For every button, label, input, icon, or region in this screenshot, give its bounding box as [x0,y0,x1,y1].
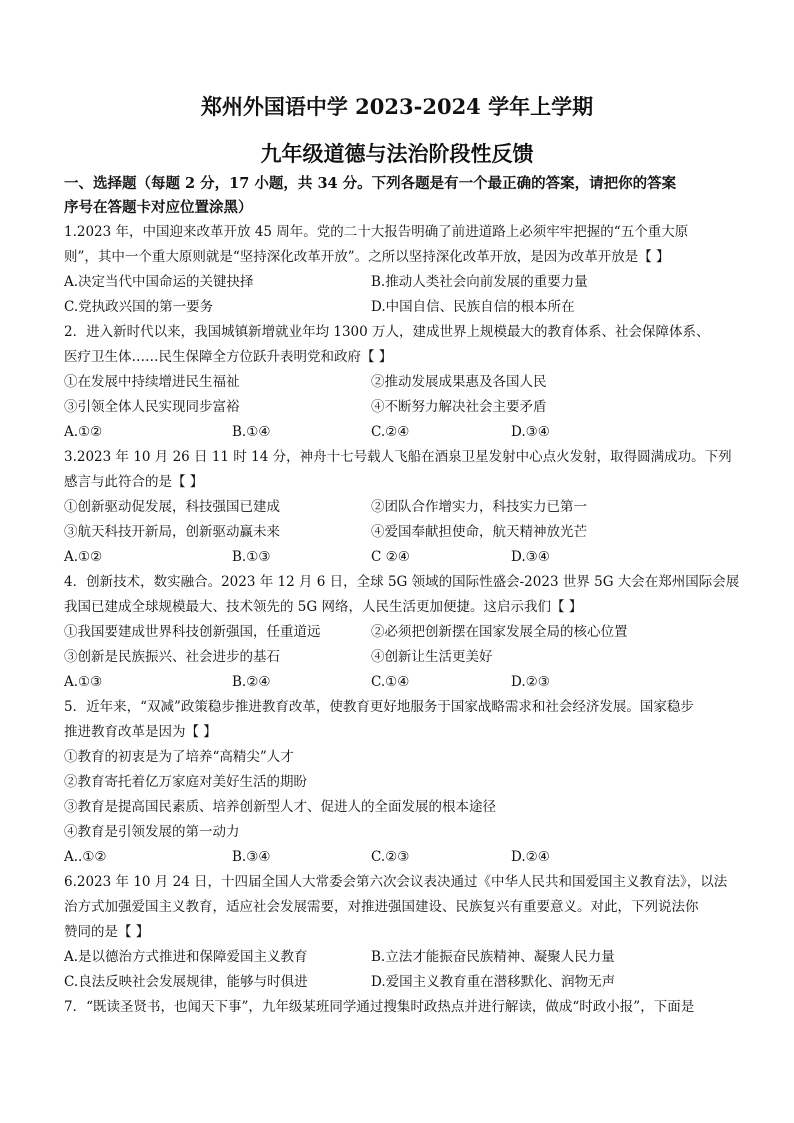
q6-stem-line2: 治方式加强爱国主义教育，适应社会发展需要，对推进强国建设、民族复兴有重要意义。对此，下列说法你 [64,899,699,915]
q3-option-a: A.①② [64,549,103,565]
q3-statement-3: ③航天科技开新局，创新驱动赢未来 [64,524,280,540]
q4-stem-line1: 4．创新技术，数实融合。2023 年 12 月 6 日，全球 5G 领域的国际性盛会-2023 世界 5G 大会在郑州国际会展 [64,574,740,590]
q2-stem-line2: 医疗卫生体……民生保障全方位跃升表明党和政府【 】 [64,349,393,365]
q4-statement-2: ②必须把创新摆在国家发展全局的核心位置 [371,624,628,640]
q3-stem-line1: 3.2023 年 10 月 26 日 11 时 14 分，神舟十七号载人飞船在酒泉卫星发射中心点火发射，取得圆满成功。下列 [64,449,732,465]
q2-option-c: C.②④ [371,424,410,440]
q1-option-b: B.推动人类社会向前发展的重要力量 [371,274,588,290]
q4-statement-1: ①我国要建成世界科技创新强国，任重道远 [64,624,321,640]
q5-statement-3: ③教育是提高国民素质、培养创新型人才、促进人的全面发展的根本途径 [64,799,496,815]
q3-option-b: B.①③ [232,549,271,565]
q6-option-a: A.是以德治方式推进和保障爱国主义教育 [64,949,308,965]
q5-statement-1: ①教育的初衷是为了培养“高精尖”人才 [64,749,294,765]
q1-stem-line1: 1.2023 年，中国迎来改革开放 45 周年。党的二十大报告明确了前进道路上必须牢牢把握的“五个重大原 [64,224,689,240]
q2-statement-1: ①在发展中持续增进民生福祉 [64,374,240,390]
q4-option-c: C.①④ [371,674,410,690]
q2-statement-2: ②推动发展成果惠及各国人民 [371,374,547,390]
q1-option-c: C.党执政兴国的第一要务 [64,299,214,315]
q3-stem-line2: 感言与此符合的是【 】 [64,474,204,490]
q5-option-b: B.③④ [232,849,271,865]
q5-stem-line1: 5．近年来，“双减”政策稳步推进教育改革，使教育更好地服务于国家战略需求和社会经济发展。国家稳步 [64,699,694,715]
q6-option-c: C.良法反映社会发展规律，能够与时俱进 [64,974,308,990]
q3-statement-2: ②团队合作增实力，科技实力已第一 [371,499,587,515]
q5-stem-line2: 推进教育改革是因为【 】 [64,724,217,740]
q4-statement-4: ④创新让生活更美好 [371,649,493,665]
q3-statement-4: ④爱国奉献担使命，航天精神放光芒 [371,524,587,540]
q6-option-b: B.立法才能振奋民族精神、凝聚人民力量 [371,949,615,965]
exam-title-school: 郑州外国语中学 2023-2024 学年上学期 [200,94,594,119]
q3-statement-1: ①创新驱动促发展，科技强国已建成 [64,499,280,515]
q2-option-a: A.①② [64,424,103,440]
q2-stem-line1: 2．进入新时代以来，我国城镇新增就业年均 1300 万人，建成世界上规模最大的教育体系、社会保障体系、 [64,324,710,340]
q5-statement-2: ②教育寄托着亿万家庭对美好生活的期盼 [64,774,307,790]
q4-option-b: B.②④ [232,674,271,690]
q6-stem-line1: 6.2023 年 10 月 24 日，十四届全国人大常委会第六次会议表决通过《中华人民共和国爱国主义教育法》，以法 [64,874,728,890]
q5-option-a: A..①② [64,849,107,865]
q2-option-d: D.③④ [511,424,550,440]
q7-stem-line1: 7．“既读圣贤书，也闻天下事”，九年级某班同学通过搜集时政热点并进行解读，做成“时政小报”，下面是 [64,999,695,1015]
section-heading-line2: 序号在答题卡对应位置涂黑） [64,199,253,216]
q3-option-c: C ②④ [371,549,410,565]
q2-statement-3: ③引领全体人民实现同步富裕 [64,399,240,415]
q5-option-d: D.②④ [511,849,550,865]
q1-option-d: D.中国自信、民族自信的根本所在 [371,299,575,315]
q6-stem-line3: 赞同的是【 】 [64,924,150,940]
q1-option-a: A.决定当代中国命运的关键抉择 [64,274,254,290]
q4-option-d: D.②③ [511,674,550,690]
q6-option-d: D.爱国主义教育重在潜移默化、润物无声 [371,974,616,990]
q4-stem-line2: 我国已建成全球规模最大、技术领先的 5G 网络，人民生活更加便捷。这启示我们【 】 [64,599,583,615]
q2-statement-4: ④不断努力解决社会主要矛盾 [371,399,547,415]
section-heading-line1: 一、选择题（每题 2 分，17 小题，共 34 分。下列各题是有一个最正确的答案，请把你的答案 [64,175,677,192]
q5-option-c: C.②③ [371,849,410,865]
q5-statement-4: ④教育是引领发展的第一动力 [64,824,240,840]
exam-title-subject: 九年级道德与法治阶段性反馈 [260,141,534,166]
q3-option-d: D.③④ [511,549,550,565]
q1-stem-line2: 则”，其中一个重大原则就是“坚持深化改革开放”。之所以坚持深化改革开放，是因为改革开放是【 】 [64,249,670,265]
q4-statement-3: ③创新是民族振兴、社会进步的基石 [64,649,280,665]
q2-option-b: B.①④ [232,424,271,440]
q4-option-a: A.①③ [64,674,103,690]
